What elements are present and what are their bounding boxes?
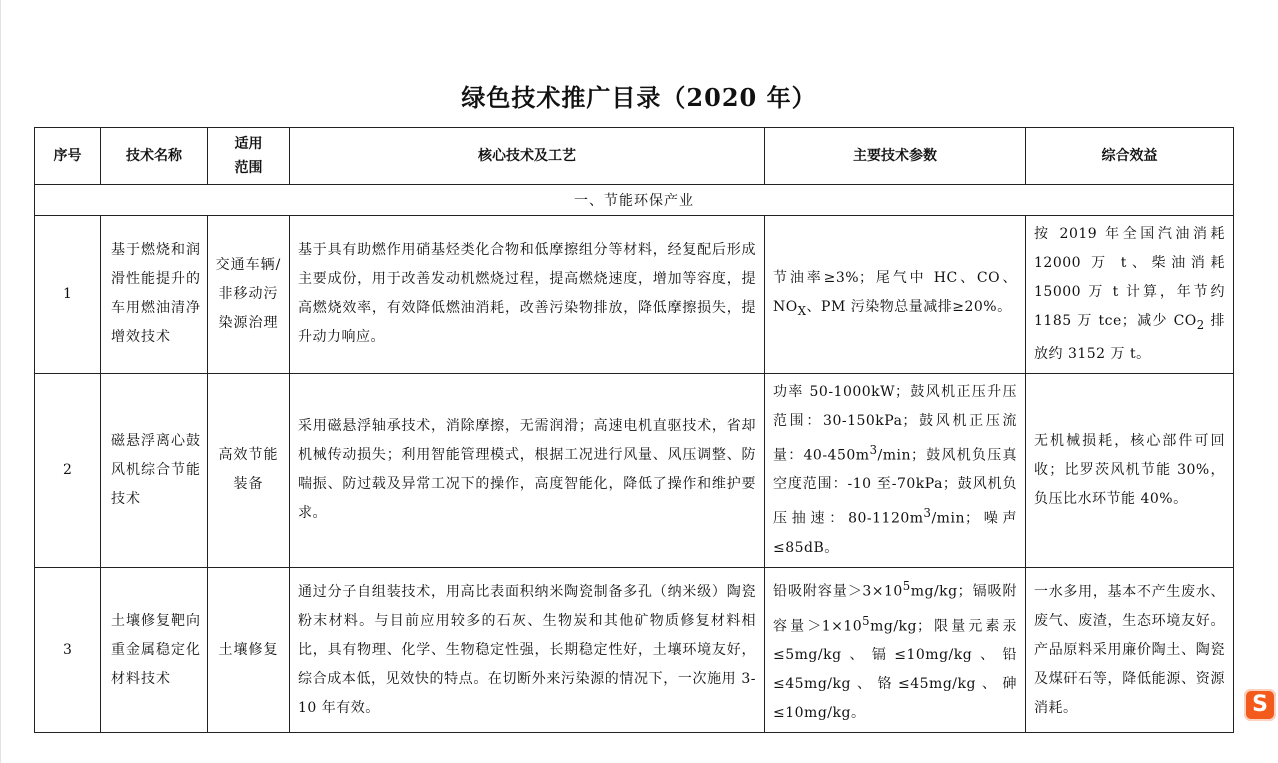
header-scope-line2: 范围: [234, 160, 263, 176]
params-text: [765, 260, 1025, 330]
params-cell: [765, 568, 1026, 733]
params-superscript: 3: [923, 506, 932, 521]
benefit-cell: [1026, 568, 1234, 733]
params-part: /min；噪声≤85dB。: [773, 511, 1017, 557]
scope: 交通车辆/非移动污染源治理: [215, 256, 282, 331]
benefit-text: 无机械损耗，核心部件可回收；比罗茨风机节能 30%，负压比水环节能 40%。: [1034, 432, 1225, 507]
window-edge: [0, 0, 1, 763]
benefit-subscript: 2: [1196, 317, 1205, 332]
benefit-part: 排放约 3152 万 t。: [1034, 313, 1226, 362]
scope: 高效节能装备: [218, 447, 279, 493]
core-text: 通过分子自组装技术，用高比表面积纳米陶瓷制备多孔（纳米级）陶瓷粉末材料。与目前应用较多的石灰、生物炭和其他矿物质修复材料相比，具有物理、化学、生物稳定性强，长期稳定性好，土壤环境友好，综合成本低，见效快的特点。在切断外来污染源的情况下，一次施用 3-10 年有效。: [298, 583, 756, 716]
params-part: 功率 50-1000kW；鼓风机正压升压范围：30-150kPa；鼓风机正压流量：40-450m: [773, 383, 1017, 464]
header-row: [35, 128, 1234, 185]
params-cell: [765, 216, 1026, 374]
params-part: 、PM 污染物总量减排≥20%。: [806, 298, 1012, 315]
params-part: /min；鼓风机负压真空度范围：-10 至-70kPa；鼓风机负压抽速：80-1120m: [773, 447, 1017, 528]
row-number: 1: [35, 216, 101, 374]
params-part: mg/kg；限量元素汞≤5mg/kg、镉≤10mg/kg、铅≤45mg/kg、铬≤45mg/kg、砷≤10mg/kg。: [773, 618, 1018, 722]
scope-cell: [208, 373, 290, 567]
tech-name-cell: [101, 373, 208, 567]
table-row: [35, 568, 1234, 733]
tech-name-cell: [101, 216, 208, 374]
tech-name: 土壤修复靶向重金属稳定化材料技术: [111, 612, 201, 687]
params-text: [765, 374, 1025, 567]
benefit-cell: [1026, 373, 1234, 567]
params-subscript: X: [797, 303, 807, 318]
params-cell: [765, 373, 1026, 567]
section-title: 一、节能环保产业: [35, 185, 1234, 216]
table-row: [35, 373, 1234, 567]
benefit-cell: [1026, 216, 1234, 374]
table-row: [35, 216, 1234, 374]
params-part: 节油率≥3%；尾气中 HC、CO、NO: [773, 269, 1017, 315]
header-name: 技术名称: [101, 128, 208, 185]
section-row: [35, 185, 1234, 216]
document-title: 绿色技术推广目录（2020 年）: [461, 83, 817, 112]
core-cell: [290, 373, 765, 567]
params-superscript: 3: [869, 442, 878, 457]
header-core: 核心技术及工艺: [290, 128, 765, 185]
scope-cell: [208, 216, 290, 374]
row-number: 3: [35, 568, 101, 733]
params-superscript: 5: [862, 613, 871, 628]
header-scope: [208, 128, 290, 185]
header-params: 主要技术参数: [765, 128, 1026, 185]
tech-name-cell: [101, 568, 208, 733]
core-cell: [290, 568, 765, 733]
header-benefit: 综合效益: [1026, 128, 1234, 185]
tech-name: 磁悬浮离心鼓风机综合节能技术: [111, 432, 201, 507]
tech-name: 基于燃烧和润滑性能提升的车用燃油清净增效技术: [111, 242, 201, 346]
benefit-text: [1026, 216, 1233, 373]
scope: 土壤修复: [218, 641, 279, 658]
params-part: 铅吸附容量＞3×10: [773, 583, 903, 600]
technology-table: [34, 127, 1234, 733]
params-part: mg/kg；镉吸附容量＞1×10: [773, 583, 1017, 635]
core-cell: [290, 216, 765, 374]
header-scope-line1: 适用: [234, 136, 263, 152]
core-text: 采用磁悬浮轴承技术，消除摩擦，无需润滑；高速电机直驱技术，省却机械传动损失；利用智能管理模式，根据工况进行风量、风压调整、防喘振、防过载及异常工况下的操作，高度智能化，降低了操作和维护要求。: [298, 418, 756, 522]
row-number: 2: [35, 373, 101, 567]
core-text: 基于具有助燃作用硝基烃类化合物和低摩擦组分等材料，经复配后形成主要成份，用于改善发动机燃烧过程，提高燃烧速度，增加等容度，提高燃烧效率，有效降低燃油消耗，改善污染物排放，降低摩擦损失，提升动力响应。: [298, 242, 756, 346]
benefit-text: 一水多用，基本不产生废水、废气、废渣，生态环境友好。产品原料采用廉价陶土、陶瓷及煤矸石等，降低能源、资源消耗。: [1034, 583, 1225, 716]
header-no: 序号: [35, 128, 101, 185]
params-text: [765, 568, 1025, 732]
params-superscript: 5: [902, 579, 911, 594]
scope-cell: [208, 568, 290, 733]
benefit-part: 按 2019 年全国汽油消耗 12000 万 t、柴油消耗 15000 万 t 计算，年节约 1185 万 tce；减少 CO: [1034, 226, 1225, 329]
sogou-input-icon[interactable]: S: [1244, 689, 1276, 721]
